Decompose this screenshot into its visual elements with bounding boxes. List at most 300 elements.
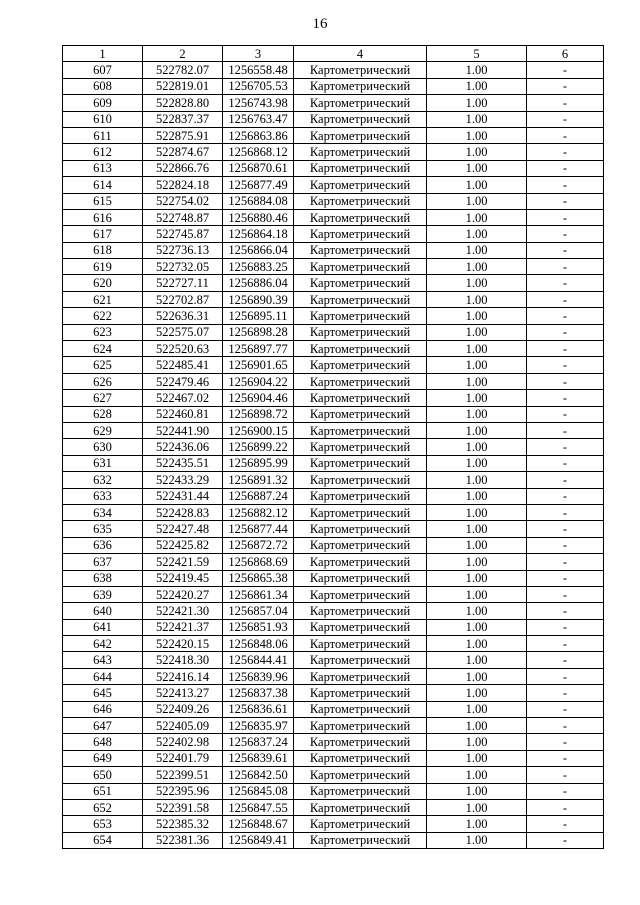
x-coordinate-cell: 522736.13 bbox=[143, 242, 223, 258]
accuracy-cell: 1.00 bbox=[427, 422, 527, 438]
method-cell: Картометрический bbox=[294, 537, 427, 553]
table-row bbox=[63, 373, 604, 389]
note-cell: - bbox=[527, 603, 604, 619]
method-cell: Картометрический bbox=[294, 308, 427, 324]
point-number-cell: 613 bbox=[63, 160, 143, 176]
point-number-cell: 608 bbox=[63, 78, 143, 94]
accuracy-cell: 1.00 bbox=[427, 160, 527, 176]
x-coordinate-cell: 522381.36 bbox=[143, 832, 223, 848]
x-coordinate-cell: 522428.83 bbox=[143, 504, 223, 520]
method-cell: Картометрический bbox=[294, 259, 427, 275]
x-coordinate-cell: 522837.37 bbox=[143, 111, 223, 127]
column-header: 6 bbox=[527, 46, 604, 62]
note-cell: - bbox=[527, 160, 604, 176]
accuracy-cell: 1.00 bbox=[427, 62, 527, 78]
accuracy-cell: 1.00 bbox=[427, 95, 527, 111]
accuracy-cell: 1.00 bbox=[427, 636, 527, 652]
y-coordinate-cell: 1256558.48 bbox=[223, 62, 294, 78]
x-coordinate-cell: 522391.58 bbox=[143, 799, 223, 815]
accuracy-cell: 1.00 bbox=[427, 521, 527, 537]
y-coordinate-cell: 1256863.86 bbox=[223, 127, 294, 143]
method-cell: Картометрический bbox=[294, 767, 427, 783]
method-cell: Картометрический bbox=[294, 603, 427, 619]
table-row bbox=[63, 586, 604, 602]
x-coordinate-cell: 522425.82 bbox=[143, 537, 223, 553]
y-coordinate-cell: 1256883.25 bbox=[223, 259, 294, 275]
accuracy-cell: 1.00 bbox=[427, 144, 527, 160]
table-row bbox=[63, 455, 604, 471]
note-cell: - bbox=[527, 422, 604, 438]
accuracy-cell: 1.00 bbox=[427, 718, 527, 734]
method-cell: Картометрический bbox=[294, 472, 427, 488]
method-cell: Картометрический bbox=[294, 373, 427, 389]
point-number-cell: 641 bbox=[63, 619, 143, 635]
x-coordinate-cell: 522395.96 bbox=[143, 783, 223, 799]
table-row bbox=[63, 259, 604, 275]
y-coordinate-cell: 1256864.18 bbox=[223, 226, 294, 242]
method-cell: Картометрический bbox=[294, 783, 427, 799]
note-cell: - bbox=[527, 111, 604, 127]
method-cell: Картометрический bbox=[294, 488, 427, 504]
y-coordinate-cell: 1256849.41 bbox=[223, 832, 294, 848]
note-cell: - bbox=[527, 406, 604, 422]
y-coordinate-cell: 1256904.22 bbox=[223, 373, 294, 389]
note-cell: - bbox=[527, 734, 604, 750]
accuracy-cell: 1.00 bbox=[427, 209, 527, 225]
accuracy-cell: 1.00 bbox=[427, 488, 527, 504]
point-number-cell: 622 bbox=[63, 308, 143, 324]
y-coordinate-cell: 1256899.22 bbox=[223, 439, 294, 455]
y-coordinate-cell: 1256845.08 bbox=[223, 783, 294, 799]
point-number-cell: 630 bbox=[63, 439, 143, 455]
accuracy-cell: 1.00 bbox=[427, 668, 527, 684]
table-row bbox=[63, 127, 604, 143]
note-cell: - bbox=[527, 701, 604, 717]
x-coordinate-cell: 522399.51 bbox=[143, 767, 223, 783]
table-row bbox=[63, 324, 604, 340]
accuracy-cell: 1.00 bbox=[427, 603, 527, 619]
note-cell: - bbox=[527, 750, 604, 766]
accuracy-cell: 1.00 bbox=[427, 226, 527, 242]
point-number-cell: 612 bbox=[63, 144, 143, 160]
table-row bbox=[63, 439, 604, 455]
accuracy-cell: 1.00 bbox=[427, 570, 527, 586]
point-number-cell: 642 bbox=[63, 636, 143, 652]
accuracy-cell: 1.00 bbox=[427, 504, 527, 520]
x-coordinate-cell: 522433.29 bbox=[143, 472, 223, 488]
point-number-cell: 640 bbox=[63, 603, 143, 619]
x-coordinate-cell: 522866.76 bbox=[143, 160, 223, 176]
note-cell: - bbox=[527, 619, 604, 635]
note-cell: - bbox=[527, 521, 604, 537]
method-cell: Картометрический bbox=[294, 242, 427, 258]
y-coordinate-cell: 1256868.12 bbox=[223, 144, 294, 160]
x-coordinate-cell: 522402.98 bbox=[143, 734, 223, 750]
accuracy-cell: 1.00 bbox=[427, 275, 527, 291]
point-number-cell: 623 bbox=[63, 324, 143, 340]
table-row bbox=[63, 603, 604, 619]
table-row bbox=[63, 472, 604, 488]
point-number-cell: 631 bbox=[63, 455, 143, 471]
point-number-cell: 649 bbox=[63, 750, 143, 766]
note-cell: - bbox=[527, 668, 604, 684]
y-coordinate-cell: 1256743.98 bbox=[223, 95, 294, 111]
y-coordinate-cell: 1256836.61 bbox=[223, 701, 294, 717]
point-number-cell: 619 bbox=[63, 259, 143, 275]
accuracy-cell: 1.00 bbox=[427, 750, 527, 766]
method-cell: Картометрический bbox=[294, 832, 427, 848]
x-coordinate-cell: 522754.02 bbox=[143, 193, 223, 209]
accuracy-cell: 1.00 bbox=[427, 701, 527, 717]
y-coordinate-cell: 1256861.34 bbox=[223, 586, 294, 602]
method-cell: Картометрический bbox=[294, 226, 427, 242]
table-header-row bbox=[63, 46, 604, 62]
x-coordinate-cell: 522467.02 bbox=[143, 390, 223, 406]
table-row bbox=[63, 554, 604, 570]
point-number-cell: 646 bbox=[63, 701, 143, 717]
column-header: 3 bbox=[223, 46, 294, 62]
y-coordinate-cell: 1256844.41 bbox=[223, 652, 294, 668]
table-row bbox=[63, 832, 604, 848]
accuracy-cell: 1.00 bbox=[427, 242, 527, 258]
y-coordinate-cell: 1256763.47 bbox=[223, 111, 294, 127]
method-cell: Картометрический bbox=[294, 422, 427, 438]
point-number-cell: 625 bbox=[63, 357, 143, 373]
accuracy-cell: 1.00 bbox=[427, 390, 527, 406]
point-number-cell: 634 bbox=[63, 504, 143, 520]
table-row bbox=[63, 504, 604, 520]
point-number-cell: 645 bbox=[63, 685, 143, 701]
accuracy-cell: 1.00 bbox=[427, 537, 527, 553]
note-cell: - bbox=[527, 488, 604, 504]
method-cell: Картометрический bbox=[294, 439, 427, 455]
y-coordinate-cell: 1256877.49 bbox=[223, 177, 294, 193]
table-row bbox=[63, 619, 604, 635]
method-cell: Картометрический bbox=[294, 455, 427, 471]
accuracy-cell: 1.00 bbox=[427, 619, 527, 635]
y-coordinate-cell: 1256900.15 bbox=[223, 422, 294, 438]
x-coordinate-cell: 522485.41 bbox=[143, 357, 223, 373]
note-cell: - bbox=[527, 685, 604, 701]
note-cell: - bbox=[527, 439, 604, 455]
x-coordinate-cell: 522819.01 bbox=[143, 78, 223, 94]
table-row bbox=[63, 357, 604, 373]
y-coordinate-cell: 1256901.65 bbox=[223, 357, 294, 373]
note-cell: - bbox=[527, 341, 604, 357]
method-cell: Картометрический bbox=[294, 750, 427, 766]
y-coordinate-cell: 1256848.67 bbox=[223, 816, 294, 832]
x-coordinate-cell: 522405.09 bbox=[143, 718, 223, 734]
y-coordinate-cell: 1256895.11 bbox=[223, 308, 294, 324]
method-cell: Картометрический bbox=[294, 78, 427, 94]
point-number-cell: 653 bbox=[63, 816, 143, 832]
table-row bbox=[63, 767, 604, 783]
method-cell: Картометрический bbox=[294, 816, 427, 832]
point-number-cell: 615 bbox=[63, 193, 143, 209]
table-row bbox=[63, 144, 604, 160]
y-coordinate-cell: 1256898.28 bbox=[223, 324, 294, 340]
accuracy-cell: 1.00 bbox=[427, 554, 527, 570]
note-cell: - bbox=[527, 226, 604, 242]
y-coordinate-cell: 1256837.24 bbox=[223, 734, 294, 750]
x-coordinate-cell: 522875.91 bbox=[143, 127, 223, 143]
table-row bbox=[63, 160, 604, 176]
point-number-cell: 637 bbox=[63, 554, 143, 570]
accuracy-cell: 1.00 bbox=[427, 455, 527, 471]
x-coordinate-cell: 522874.67 bbox=[143, 144, 223, 160]
note-cell: - bbox=[527, 832, 604, 848]
x-coordinate-cell: 522824.18 bbox=[143, 177, 223, 193]
column-header: 2 bbox=[143, 46, 223, 62]
x-coordinate-cell: 522828.80 bbox=[143, 95, 223, 111]
note-cell: - bbox=[527, 455, 604, 471]
x-coordinate-cell: 522702.87 bbox=[143, 291, 223, 307]
y-coordinate-cell: 1256839.61 bbox=[223, 750, 294, 766]
note-cell: - bbox=[527, 652, 604, 668]
x-coordinate-cell: 522421.37 bbox=[143, 619, 223, 635]
point-number-cell: 633 bbox=[63, 488, 143, 504]
method-cell: Картометрический bbox=[294, 701, 427, 717]
table-row bbox=[63, 62, 604, 78]
column-header: 5 bbox=[427, 46, 527, 62]
x-coordinate-cell: 522460.81 bbox=[143, 406, 223, 422]
point-number-cell: 616 bbox=[63, 209, 143, 225]
point-number-cell: 651 bbox=[63, 783, 143, 799]
point-number-cell: 639 bbox=[63, 586, 143, 602]
accuracy-cell: 1.00 bbox=[427, 734, 527, 750]
x-coordinate-cell: 522419.45 bbox=[143, 570, 223, 586]
y-coordinate-cell: 1256895.99 bbox=[223, 455, 294, 471]
note-cell: - bbox=[527, 767, 604, 783]
x-coordinate-cell: 522409.26 bbox=[143, 701, 223, 717]
accuracy-cell: 1.00 bbox=[427, 586, 527, 602]
method-cell: Картометрический bbox=[294, 291, 427, 307]
y-coordinate-cell: 1256887.24 bbox=[223, 488, 294, 504]
table-row bbox=[63, 242, 604, 258]
point-number-cell: 648 bbox=[63, 734, 143, 750]
accuracy-cell: 1.00 bbox=[427, 816, 527, 832]
accuracy-cell: 1.00 bbox=[427, 291, 527, 307]
y-coordinate-cell: 1256866.04 bbox=[223, 242, 294, 258]
x-coordinate-cell: 522401.79 bbox=[143, 750, 223, 766]
point-number-cell: 632 bbox=[63, 472, 143, 488]
accuracy-cell: 1.00 bbox=[427, 799, 527, 815]
y-coordinate-cell: 1256870.61 bbox=[223, 160, 294, 176]
accuracy-cell: 1.00 bbox=[427, 652, 527, 668]
accuracy-cell: 1.00 bbox=[427, 832, 527, 848]
table-row bbox=[63, 537, 604, 553]
point-number-cell: 628 bbox=[63, 406, 143, 422]
method-cell: Картометрический bbox=[294, 799, 427, 815]
accuracy-cell: 1.00 bbox=[427, 357, 527, 373]
method-cell: Картометрический bbox=[294, 127, 427, 143]
x-coordinate-cell: 522441.90 bbox=[143, 422, 223, 438]
accuracy-cell: 1.00 bbox=[427, 111, 527, 127]
accuracy-cell: 1.00 bbox=[427, 685, 527, 701]
x-coordinate-cell: 522636.31 bbox=[143, 308, 223, 324]
point-number-cell: 624 bbox=[63, 341, 143, 357]
table-row bbox=[63, 718, 604, 734]
x-coordinate-cell: 522420.27 bbox=[143, 586, 223, 602]
accuracy-cell: 1.00 bbox=[427, 193, 527, 209]
point-number-cell: 644 bbox=[63, 668, 143, 684]
point-number-cell: 614 bbox=[63, 177, 143, 193]
method-cell: Картометрический bbox=[294, 62, 427, 78]
note-cell: - bbox=[527, 291, 604, 307]
method-cell: Картометрический bbox=[294, 357, 427, 373]
accuracy-cell: 1.00 bbox=[427, 78, 527, 94]
note-cell: - bbox=[527, 259, 604, 275]
point-number-cell: 638 bbox=[63, 570, 143, 586]
y-coordinate-cell: 1256904.46 bbox=[223, 390, 294, 406]
method-cell: Картометрический bbox=[294, 636, 427, 652]
note-cell: - bbox=[527, 209, 604, 225]
table-row bbox=[63, 291, 604, 307]
x-coordinate-cell: 522427.48 bbox=[143, 521, 223, 537]
y-coordinate-cell: 1256891.32 bbox=[223, 472, 294, 488]
x-coordinate-cell: 522431.44 bbox=[143, 488, 223, 504]
note-cell: - bbox=[527, 324, 604, 340]
note-cell: - bbox=[527, 390, 604, 406]
method-cell: Картометрический bbox=[294, 668, 427, 684]
x-coordinate-cell: 522413.27 bbox=[143, 685, 223, 701]
x-coordinate-cell: 522520.63 bbox=[143, 341, 223, 357]
method-cell: Картометрический bbox=[294, 111, 427, 127]
table-row bbox=[63, 685, 604, 701]
table-body bbox=[63, 46, 604, 849]
table-row bbox=[63, 636, 604, 652]
point-number-cell: 650 bbox=[63, 767, 143, 783]
accuracy-cell: 1.00 bbox=[427, 373, 527, 389]
y-coordinate-cell: 1256884.08 bbox=[223, 193, 294, 209]
column-header: 4 bbox=[294, 46, 427, 62]
table-row bbox=[63, 570, 604, 586]
note-cell: - bbox=[527, 127, 604, 143]
x-coordinate-cell: 522436.06 bbox=[143, 439, 223, 455]
accuracy-cell: 1.00 bbox=[427, 259, 527, 275]
table-row bbox=[63, 734, 604, 750]
x-coordinate-cell: 522727.11 bbox=[143, 275, 223, 291]
table-row bbox=[63, 521, 604, 537]
y-coordinate-cell: 1256847.55 bbox=[223, 799, 294, 815]
note-cell: - bbox=[527, 718, 604, 734]
accuracy-cell: 1.00 bbox=[427, 308, 527, 324]
note-cell: - bbox=[527, 62, 604, 78]
y-coordinate-cell: 1256890.39 bbox=[223, 291, 294, 307]
table-row bbox=[63, 95, 604, 111]
table-row bbox=[63, 750, 604, 766]
accuracy-cell: 1.00 bbox=[427, 127, 527, 143]
table-row bbox=[63, 226, 604, 242]
y-coordinate-cell: 1256839.96 bbox=[223, 668, 294, 684]
method-cell: Картометрический bbox=[294, 177, 427, 193]
x-coordinate-cell: 522745.87 bbox=[143, 226, 223, 242]
table-row bbox=[63, 111, 604, 127]
table-row bbox=[63, 668, 604, 684]
method-cell: Картометрический bbox=[294, 504, 427, 520]
point-number-cell: 652 bbox=[63, 799, 143, 815]
method-cell: Картометрический bbox=[294, 275, 427, 291]
accuracy-cell: 1.00 bbox=[427, 472, 527, 488]
table-row bbox=[63, 209, 604, 225]
note-cell: - bbox=[527, 504, 604, 520]
accuracy-cell: 1.00 bbox=[427, 767, 527, 783]
note-cell: - bbox=[527, 799, 604, 815]
table-row bbox=[63, 652, 604, 668]
point-number-cell: 654 bbox=[63, 832, 143, 848]
table-row bbox=[63, 275, 604, 291]
y-coordinate-cell: 1256835.97 bbox=[223, 718, 294, 734]
note-cell: - bbox=[527, 78, 604, 94]
y-coordinate-cell: 1256868.69 bbox=[223, 554, 294, 570]
method-cell: Картометрический bbox=[294, 521, 427, 537]
table-row bbox=[63, 193, 604, 209]
x-coordinate-cell: 522782.07 bbox=[143, 62, 223, 78]
accuracy-cell: 1.00 bbox=[427, 177, 527, 193]
method-cell: Картометрический bbox=[294, 718, 427, 734]
table-row bbox=[63, 177, 604, 193]
method-cell: Картометрический bbox=[294, 95, 427, 111]
x-coordinate-cell: 522416.14 bbox=[143, 668, 223, 684]
note-cell: - bbox=[527, 308, 604, 324]
table-row bbox=[63, 701, 604, 717]
point-number-cell: 629 bbox=[63, 422, 143, 438]
y-coordinate-cell: 1256897.77 bbox=[223, 341, 294, 357]
note-cell: - bbox=[527, 357, 604, 373]
x-coordinate-cell: 522435.51 bbox=[143, 455, 223, 471]
accuracy-cell: 1.00 bbox=[427, 341, 527, 357]
x-coordinate-cell: 522575.07 bbox=[143, 324, 223, 340]
note-cell: - bbox=[527, 586, 604, 602]
table-row bbox=[63, 488, 604, 504]
point-number-cell: 626 bbox=[63, 373, 143, 389]
x-coordinate-cell: 522479.46 bbox=[143, 373, 223, 389]
method-cell: Картометрический bbox=[294, 554, 427, 570]
method-cell: Картометрический bbox=[294, 734, 427, 750]
note-cell: - bbox=[527, 193, 604, 209]
note-cell: - bbox=[527, 472, 604, 488]
table-row bbox=[63, 78, 604, 94]
method-cell: Картометрический bbox=[294, 685, 427, 701]
y-coordinate-cell: 1256877.44 bbox=[223, 521, 294, 537]
y-coordinate-cell: 1256872.72 bbox=[223, 537, 294, 553]
x-coordinate-cell: 522732.05 bbox=[143, 259, 223, 275]
x-coordinate-cell: 522748.87 bbox=[143, 209, 223, 225]
accuracy-cell: 1.00 bbox=[427, 783, 527, 799]
y-coordinate-cell: 1256705.53 bbox=[223, 78, 294, 94]
y-coordinate-cell: 1256842.50 bbox=[223, 767, 294, 783]
note-cell: - bbox=[527, 570, 604, 586]
x-coordinate-cell: 522421.30 bbox=[143, 603, 223, 619]
y-coordinate-cell: 1256848.06 bbox=[223, 636, 294, 652]
note-cell: - bbox=[527, 242, 604, 258]
table-row bbox=[63, 390, 604, 406]
table-row bbox=[63, 406, 604, 422]
note-cell: - bbox=[527, 275, 604, 291]
table-row bbox=[63, 783, 604, 799]
point-number-cell: 611 bbox=[63, 127, 143, 143]
y-coordinate-cell: 1256886.04 bbox=[223, 275, 294, 291]
point-number-cell: 636 bbox=[63, 537, 143, 553]
x-coordinate-cell: 522421.59 bbox=[143, 554, 223, 570]
table-row bbox=[63, 816, 604, 832]
point-number-cell: 627 bbox=[63, 390, 143, 406]
note-cell: - bbox=[527, 144, 604, 160]
y-coordinate-cell: 1256880.46 bbox=[223, 209, 294, 225]
y-coordinate-cell: 1256865.38 bbox=[223, 570, 294, 586]
note-cell: - bbox=[527, 177, 604, 193]
y-coordinate-cell: 1256851.93 bbox=[223, 619, 294, 635]
